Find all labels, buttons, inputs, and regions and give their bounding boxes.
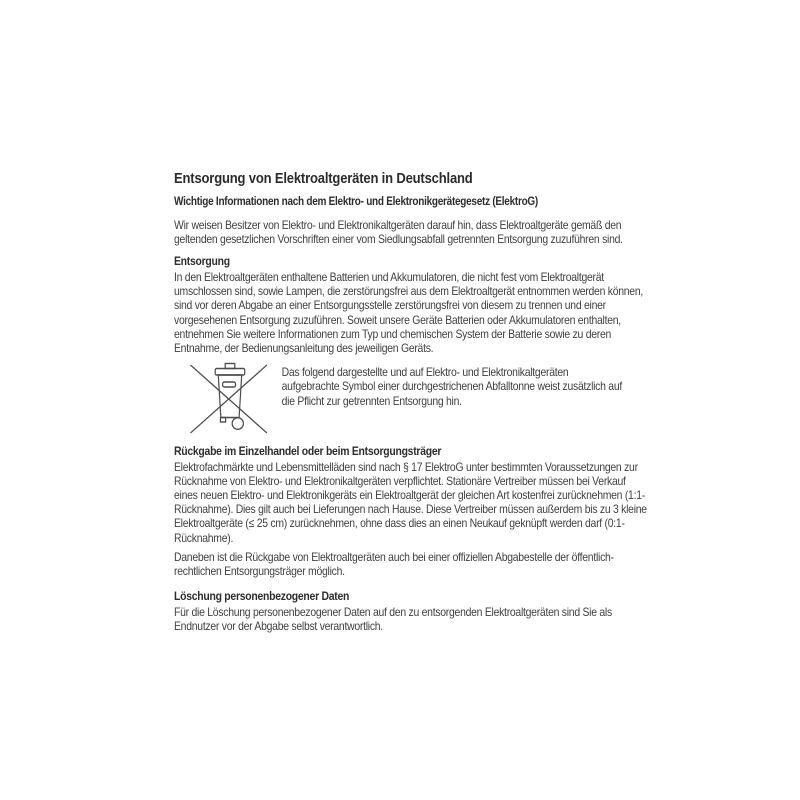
- weee-symbol-note: Das folgend dargestellte und auf Elektro- und Elektronikaltgeräten aufgebrachte Symbol einer durchgestrichenen Abfalltonne weist zusätzlich auf die Pflicht zur getrennten Entsorgung hin.: [281, 365, 622, 408]
- page-subtitle: Wichtige Informationen nach dem Elektro- und Elektronikgerätegesetz (ElektroG): [174, 196, 538, 208]
- loeschung-paragraph: Für die Löschung personenbezogener Daten auf den zu entsorgenden Elektroaltgeräten sind Sie als Endnutzer vor der Abgabe selbst verantwortlich.: [174, 604, 612, 633]
- section-heading-loeschung: Löschung personenbezogener Daten: [174, 589, 350, 604]
- section-heading-entsorgung: Entsorgung: [174, 254, 230, 269]
- rueckgabe-paragraph-1: Elektrofachmärkte und Lebensmittelläden sind nach § 17 ElektroG unter bestimmten Voraussetzungen zur Rücknahme von Elektro- und Elektronikaltgeräten verpflichtet. Stationäre Vertreiber müssen bei Verkauf eines neuen Elektro- und Elektronikgeräts ein Elektroaltgerät der gleichen Art kostenfrei zurücknehmen (1:1-Rücknahme). Dies gilt auch bei Lieferungen nach Hause. Diese Vertreiber müssen außerdem bis zu 3 kleine Elektroaltgeräte (≤ 25 cm) zurücknehmen, ohne dass dies an einen Neukauf geknüpft werden darf (0:1-Rücknahme).: [174, 459, 647, 545]
- intro-paragraph: Wir weisen Besitzer von Elektro- und Elektronikaltgeräten darauf hin, dass Elektroaltgeräte gemäß den geltenden gesetzlichen Vorschriften einer vom Siedlungsabfall getrennten Entsorgung zuzuführen sind.: [174, 218, 623, 247]
- rueckgabe-paragraph-2: Daneben ist die Rückgabe von Elektroaltgeräten auch bei einer offiziellen Abgabestelle der öffentlich-rechtlichen Entsorgungsträger möglich.: [174, 549, 614, 579]
- section-heading-rueckgabe: Rückgabe im Einzelhandel oder beim Entsorgungsträger: [174, 444, 442, 459]
- entsorgung-paragraph: In den Elektroaltgeräten enthaltene Batterien und Akkumulatoren, die nicht fest vom Elektroaltgerät umschlossen sind, sowie Lampen, die zerstörungsfrei aus dem Elektroaltgerät entnommen werden können, sind vor deren Abgabe an einer Entsorgungsstelle zerstörungsfrei von diesem zu trennen und einer vorgesehenen Entsorgung zuzuführen. Soweit unsere Geräte Batterien oder Akkumulatoren enthalten, entnehmen Sie weitere Informationen zum Typ und chemischen System der Batterie sowie zu deren Entnahme, der Bedienungsanleitung des jeweiligen Geräts.: [174, 269, 643, 355]
- page-title: Entsorgung von Elektroaltgeräten in Deutschland: [174, 170, 473, 187]
- weee-crossed-out-bin-icon: [188, 362, 270, 436]
- weee-symbol-row: [174, 362, 648, 436]
- document: [174, 170, 648, 633]
